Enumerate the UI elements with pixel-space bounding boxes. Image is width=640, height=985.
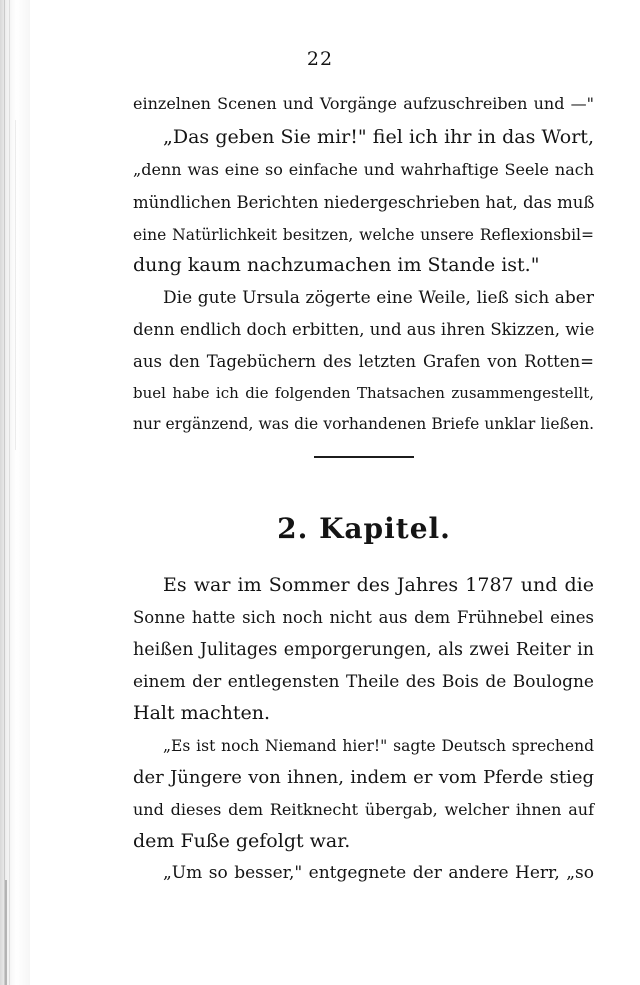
text-line: heißen Julitages emporgerungen, als zwei Reiter in	[133, 640, 594, 660]
gutter-shadow-line	[9, 0, 10, 985]
page-number: 22	[306, 48, 334, 70]
book-gutter	[0, 0, 30, 985]
text-line: „denn was eine so einfache und wahrhaftige Seele nach	[133, 160, 594, 179]
section-divider	[314, 456, 414, 458]
text-line: dem Fuße gefolgt war.	[133, 830, 351, 852]
gutter-shadow-line	[15, 120, 16, 450]
text-line: buel habe ich die folgenden Thatsachen zusammengestellt,	[133, 384, 594, 402]
chapter-heading: 2. Kapitel.	[277, 512, 451, 545]
text-line: Halt machten.	[133, 702, 271, 724]
text-line: einzelnen Scenen und Vorgänge aufzuschreiben und —"	[133, 94, 594, 113]
text-line: mündlichen Berichten niedergeschrieben hat, das muß	[133, 193, 595, 212]
gutter-shadow-line	[5, 880, 7, 985]
text-line: „Um so besser," entgegnete der andere Herr, „so	[163, 863, 594, 883]
text-line: dung kaum nachzumachen im Stande ist."	[133, 254, 540, 276]
text-line: aus den Tagebüchern des letzten Grafen von Rotten=	[133, 352, 594, 371]
text-line: eine Natürlichkeit besitzen, welche unsere Reflexionsbil=	[133, 226, 594, 244]
text-line: „Es ist noch Niemand hier!" sagte Deutsch sprechend	[163, 737, 594, 755]
text-line: denn endlich doch erbitten, und aus ihren Skizzen, wie	[133, 320, 595, 339]
text-line: „Das geben Sie mir!" fiel ich ihr in das Wort,	[163, 126, 594, 148]
text-line: einem der entlegensten Theile des Bois de Boulogne	[133, 672, 594, 692]
text-line: Die gute Ursula zögerte eine Weile, ließ sich aber	[163, 288, 594, 308]
gutter-shadow-line	[4, 0, 5, 985]
text-line: Es war im Sommer des Jahres 1787 und die	[163, 574, 594, 596]
text-line: der Jüngere von ihnen, indem er vom Pferde stieg	[133, 767, 594, 788]
text-line: Sonne hatte sich noch nicht aus dem Frühnebel eines	[133, 608, 594, 627]
text-line: und dieses dem Reitknecht übergab, welcher ihnen auf	[133, 800, 594, 819]
text-line: nur ergänzend, was die vorhandenen Briefe unklar ließen.	[133, 415, 594, 433]
